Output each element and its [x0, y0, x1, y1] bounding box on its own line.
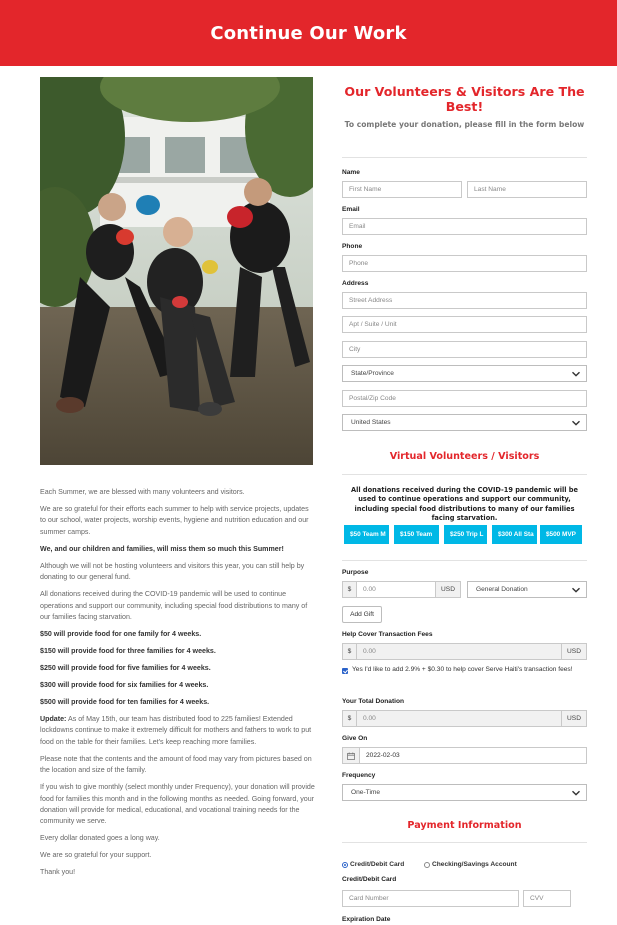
card-label: Credit/Debit Card — [342, 876, 397, 883]
chevron-down-icon — [571, 418, 581, 428]
total-label: Your Total Donation — [342, 698, 405, 705]
form-divider — [342, 157, 587, 158]
city-input[interactable]: City — [342, 341, 587, 358]
fees-amount-field: 0.00 — [356, 643, 562, 660]
story-paragraph: We are so grateful for your support. — [40, 851, 152, 860]
credit-card-option-label: Credit/Debit Card — [350, 861, 405, 868]
purpose-amount-input[interactable]: 0.00 — [356, 581, 436, 598]
covid-note: All donations received during the COVID-19 pandemic will be used to continue operations and support our community, including special food distributions to many of our families facing starvation. — [351, 486, 578, 523]
total-amount-field: 0.00 — [356, 710, 562, 727]
last-name-input[interactable]: Last Name — [467, 181, 587, 198]
story-paragraph: Although we will not be hosting volunteers and visitors this year, you can still help by donating to our general fund. — [40, 561, 305, 582]
story-paragraph: Each Summer, we are blessed with many volunteers and visitors. — [40, 488, 245, 496]
form-subtitle: To complete your donation, please fill in the form below — [344, 120, 585, 129]
give-on-date-input[interactable]: 2022-02-03 — [359, 747, 587, 764]
frequency-label: Frequency — [342, 772, 376, 779]
section-divider — [342, 474, 587, 475]
story-paragraph: $250 will provide food for five families for 4 weeks. — [40, 664, 211, 673]
fund-select[interactable] — [467, 581, 587, 598]
cover-fees-label: Yes I'd like to add 2.9% + $0.30 to help cover Serve Haiti's transaction fees! — [352, 666, 573, 673]
volunteers-photo-illustration — [40, 77, 313, 465]
frequency-select[interactable] — [342, 784, 587, 801]
state-select[interactable] — [342, 365, 587, 382]
currency-code: USD — [561, 710, 587, 727]
currency-code: USD — [435, 581, 461, 598]
section-divider — [342, 560, 587, 561]
first-name-input[interactable]: First Name — [342, 181, 462, 198]
story-paragraph: All donations received during the COVID-19 pandemic will be used to continue operations and support our community, including special food distributions to many of our families facing starvation. — [40, 590, 308, 622]
story-paragraph: Thank you! — [40, 868, 76, 877]
phone-input[interactable]: Phone — [342, 255, 587, 272]
story-paragraph: Every dollar donated goes a long way. — [40, 834, 160, 843]
currency-symbol: $ — [342, 710, 357, 727]
email-input[interactable]: Email — [342, 218, 587, 235]
give-on-label: Give On — [342, 735, 368, 742]
form-fields — [342, 0, 587, 925]
chevron-down-icon — [571, 788, 581, 798]
amount-button-250[interactable]: $250 Trip L — [444, 525, 487, 544]
bank-account-option-label: Checking/Savings Account — [432, 861, 517, 868]
amount-button-150[interactable]: $150 Team — [394, 525, 439, 544]
volunteers-photo — [40, 77, 313, 465]
country-select-value: United States — [351, 419, 391, 426]
bank-account-radio[interactable] — [424, 862, 430, 868]
currency-symbol: $ — [342, 581, 357, 598]
story-paragraph: $500 will provide food for ten families for 4 weeks. — [40, 698, 210, 707]
story-update — [40, 714, 315, 748]
amount-button-500[interactable]: $500 MVP — [540, 525, 582, 544]
calendar-icon[interactable] — [342, 747, 360, 764]
name-label: Name — [342, 169, 360, 176]
fund-select-value: General Donation — [476, 586, 528, 593]
purpose-label: Purpose — [342, 569, 369, 576]
frequency-select-value: One-Time — [351, 789, 381, 796]
section-divider — [342, 842, 587, 843]
amount-button-50[interactable]: $50 Team M — [344, 525, 389, 544]
street-address-input[interactable]: Street Address — [342, 292, 587, 309]
story-paragraph: We, and our children and families, will miss them so much this Summer! — [40, 544, 284, 553]
state-select-value: State/Province — [351, 370, 394, 377]
cover-fees-checkbox[interactable] — [342, 668, 348, 674]
fees-label: Help Cover Transaction Fees — [342, 631, 433, 638]
currency-code: USD — [561, 643, 587, 660]
story-paragraph: We are so grateful for their efforts each summer to help with service projects, updates to our school, water projects, worship events, hygiene and nutrition education and our summer camps. — [40, 505, 309, 536]
address-label: Address — [342, 280, 369, 287]
phone-label: Phone — [342, 243, 363, 250]
chevron-down-icon — [571, 369, 581, 379]
expiration-label: Expiration Date — [342, 916, 391, 923]
chevron-down-icon — [571, 585, 581, 595]
card-number-input[interactable]: Card Number — [342, 890, 519, 907]
virtual-section-title: Virtual Volunteers / Visitors — [389, 451, 540, 462]
apt-input[interactable]: Apt / Suite / Unit — [342, 316, 587, 333]
story-paragraph: $50 will provide food for one family for 4 weeks. — [40, 630, 202, 639]
add-gift-button[interactable]: Add Gift — [342, 606, 382, 623]
currency-symbol: $ — [342, 643, 357, 660]
form-title: Our Volunteers & Visitors Are The Best! — [344, 84, 585, 114]
amount-button-300[interactable]: $300 All Sta — [492, 525, 537, 544]
update-label: Update: — [40, 715, 67, 724]
story-paragraph: Please note that the contents and the amount of food may vary from pictures based on the location and size of the family. — [40, 754, 312, 775]
story-paragraph: $300 will provide food for six families for 4 weeks. — [40, 681, 209, 690]
cvv-input[interactable]: CVV — [523, 890, 571, 907]
story-text — [40, 487, 315, 884]
country-select[interactable] — [342, 414, 587, 431]
page-title: Continue Our Work — [210, 22, 407, 44]
payment-section-title: Payment Information — [407, 820, 522, 831]
story-paragraph: $150 will provide food for three families for 4 weeks. — [40, 647, 216, 656]
story-paragraph: If you wish to give monthly (select monthly under Frequency), your donation will provide food for families this month and in the following months as needed. Going forward, your donation will provide for medical, educational, and vocational training needs for the community we serve. — [40, 783, 315, 826]
zip-input[interactable]: Postal/Zip Code — [342, 390, 587, 407]
update-text: As of May 15th, our team has distributed food to 225 families! Extended lockdowns continue to make it extremely difficult for mothers and fathers to work to put food on the table for their families. Let's keep reaching more families. — [40, 715, 312, 746]
amount-buttons — [344, 525, 589, 544]
credit-card-radio[interactable] — [342, 862, 348, 868]
email-label: Email — [342, 206, 360, 213]
